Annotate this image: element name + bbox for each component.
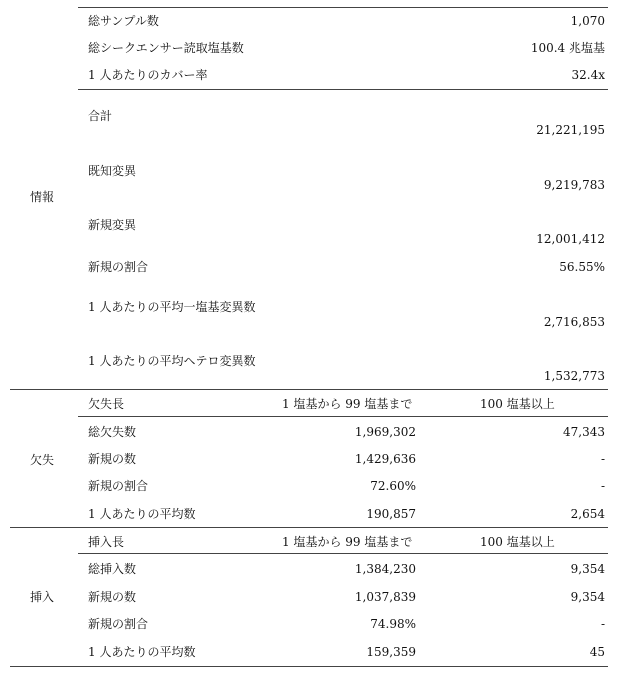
row-label: 1 人あたりの平均数 — [88, 645, 196, 659]
cell-long: - — [600, 479, 605, 493]
cell-long: 47,343 — [563, 425, 605, 439]
column-header-label: 挿入長 — [88, 535, 125, 549]
rule-info-bottom — [10, 389, 608, 390]
row-label: 1 人あたりの平均数 — [88, 507, 196, 521]
row-value: 100.4 兆塩基 — [530, 41, 605, 55]
cell-short: 1,037,839 — [354, 590, 416, 604]
row-value: 12,001,412 — [536, 232, 605, 246]
row-label: 総サンプル数 — [88, 14, 159, 28]
column-header-short: 1 塩基から 99 塩基まで — [282, 397, 413, 411]
cell-long: 45 — [589, 645, 605, 659]
cell-long: 9,354 — [570, 590, 605, 604]
row-value: 2,716,853 — [543, 315, 605, 329]
row-label: 新規の数 — [88, 590, 137, 604]
cell-short: 1,969,302 — [354, 425, 416, 439]
row-value: 9,219,783 — [543, 178, 605, 192]
column-header-long: 100 塩基以上 — [480, 535, 555, 549]
row-label: 総欠失数 — [88, 425, 137, 439]
row-value: 56.55% — [559, 260, 605, 274]
section-label-deletion: 欠失 — [30, 453, 55, 467]
cell-short: 72.60% — [370, 479, 416, 493]
cell-long: 2,654 — [570, 507, 605, 521]
row-value: 1,532,773 — [543, 369, 605, 383]
row-label: 1 人あたりの平均一塩基変異数 — [88, 300, 256, 314]
row-value: 21,221,195 — [536, 123, 605, 137]
row-label: 合計 — [88, 109, 113, 123]
row-label: 1 人あたりの平均ヘテロ変異数 — [88, 354, 256, 368]
row-value: 32.4x — [571, 68, 605, 82]
cell-long: - — [600, 617, 605, 631]
row-label: 既知変異 — [88, 164, 137, 178]
row-label: 新規の割合 — [88, 260, 149, 274]
row-label: 新規の割合 — [88, 479, 149, 493]
cell-short: 74.98% — [370, 617, 416, 631]
cell-long: 9,354 — [570, 562, 605, 576]
column-header-short: 1 塩基から 99 塩基まで — [282, 535, 413, 549]
cell-short: 190,857 — [366, 507, 416, 521]
rule-deletion-header — [78, 416, 608, 417]
rule-top — [78, 7, 608, 8]
cell-short: 159,359 — [366, 645, 416, 659]
row-label: 総挿入数 — [88, 562, 137, 576]
rule-bottom — [10, 666, 608, 667]
section-label-info: 情報 — [30, 190, 55, 204]
row-label: 総シークエンサー読取塩基数 — [88, 41, 244, 55]
rule-deletion-bottom — [10, 527, 608, 528]
column-header-long: 100 塩基以上 — [480, 397, 555, 411]
row-label: 新規の割合 — [88, 617, 149, 631]
cell-long: - — [600, 452, 605, 466]
cell-short: 1,429,636 — [354, 452, 416, 466]
cell-short: 1,384,230 — [354, 562, 416, 576]
row-label: 1 人あたりのカバー率 — [88, 68, 208, 82]
rule-summary-bottom — [78, 89, 608, 90]
rule-insertion-header — [78, 553, 608, 554]
column-header-label: 欠失長 — [88, 397, 125, 411]
row-label: 新規変異 — [88, 218, 137, 232]
row-label: 新規の数 — [88, 452, 137, 466]
row-value: 1,070 — [570, 14, 605, 28]
section-label-insertion: 挿入 — [30, 590, 55, 604]
